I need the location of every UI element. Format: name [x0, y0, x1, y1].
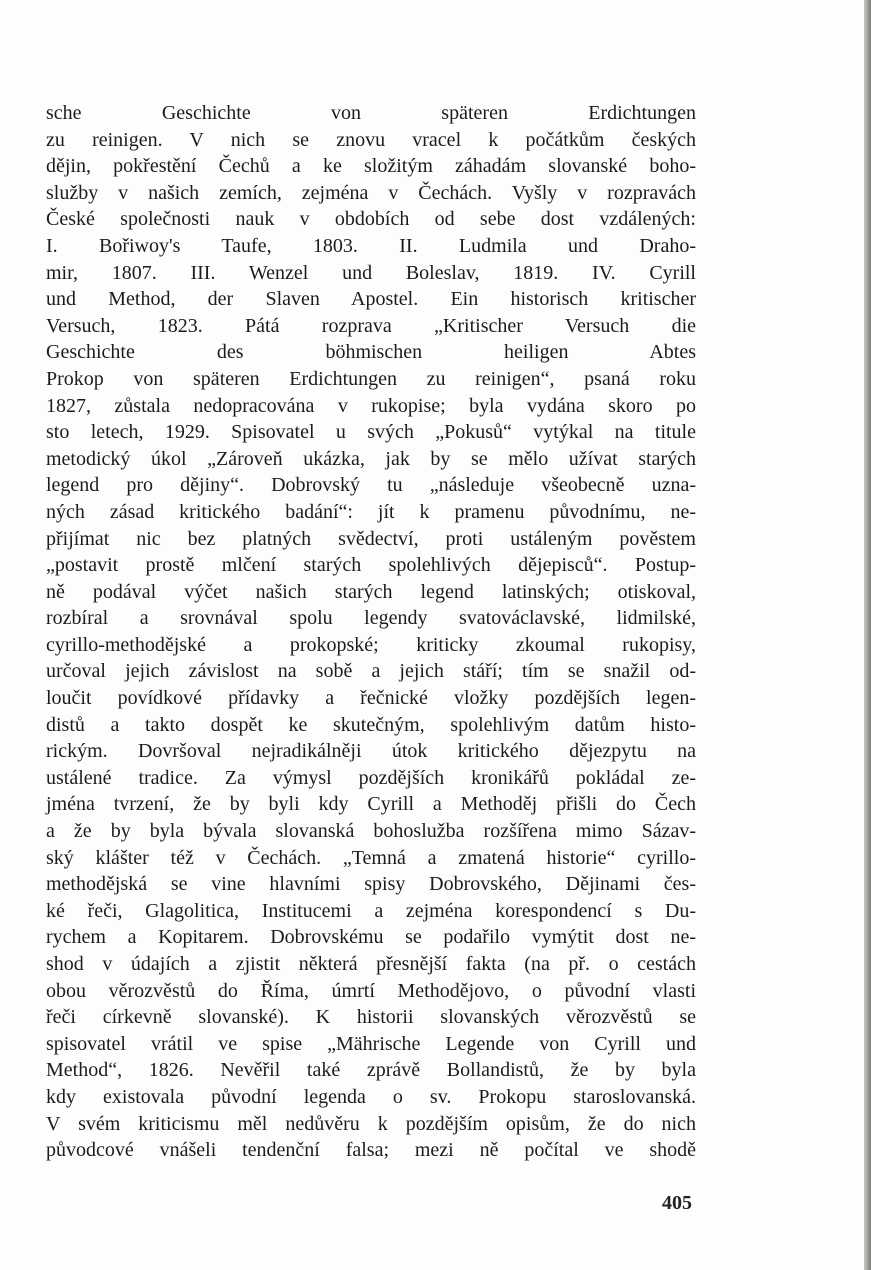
- text-line: shod v údajích a zjistit některá přesnější fakta (na př. o cestách: [46, 953, 696, 975]
- page-edge-shadow: [864, 0, 871, 1270]
- text-line: ně podával výčet našich starých legend latinských; otiskoval,: [46, 580, 696, 603]
- text-line: 1827, zůstala nedopracována v rukopise; byla vydána skoro po: [46, 394, 696, 417]
- text-line: I. Bořiwoy's Taufe, 1803. II. Ludmila und Draho-: [46, 234, 696, 257]
- text-line: Geschichte des böhmischen heiligen Abtes: [46, 341, 696, 364]
- text-line: sto letech, 1929. Spisovatel u svých „Pokusů“ vytýkal na titule: [46, 421, 696, 444]
- text-line: ustálené tradice. Za výmysl pozdějších kronikářů pokládal ze-: [46, 766, 696, 789]
- text-line: a že by byla bývala slovanská bohoslužba rozšířena mimo Sázav-: [46, 820, 696, 843]
- text-line: služby v našich zemích, zejména v Čechách. Vyšly v rozpravách: [46, 181, 696, 204]
- text-line: methodějská se vine hlavními spisy Dobrovského, Dějinami čes-: [46, 873, 696, 896]
- text-line: sche Geschichte von späteren Erdichtungen: [46, 102, 696, 124]
- page-number: 405: [662, 1192, 692, 1214]
- text-line: Versuch, 1823. Pátá rozprava „Kritischer Versuch die: [46, 314, 696, 337]
- text-line: cyrillo-methodějské a prokopské; kriticky zkoumal rukopisy,: [46, 633, 696, 656]
- text-line: „postavit prostě mlčení starých spolehlivých dějepisců“. Postup-: [46, 554, 696, 577]
- text-line: zu reinigen. V nich se znovu vracel k počátkům českých: [46, 128, 696, 151]
- text-line: V svém kriticismu měl nedůvěru k pozdějším opisům, že do nich: [46, 1112, 696, 1135]
- text-line: ský klášter též v Čechách. „Temná a zmatená historie“ cyrillo-: [46, 846, 696, 869]
- text-line: ných zásad kritického badání“: jít k pramenu původnímu, ne-: [46, 500, 696, 523]
- text-line: Prokop von späteren Erdichtungen zu reinigen“, psaná roku: [46, 367, 696, 390]
- text-line: jména tvrzení, že by byli kdy Cyrill a Methoděj přišli do Čech: [46, 793, 696, 816]
- text-line: určoval jejich závislost na sobě a jejich stáří; tím se snažil od-: [46, 660, 696, 683]
- text-line: rickým. Dovršoval nejradikálněji útok kritického dějezpytu na: [46, 740, 696, 763]
- text-line: rozbíral a srovnával spolu legendy svatováclavské, lidmilské,: [46, 607, 696, 630]
- text-line: mir, 1807. III. Wenzel und Boleslav, 1819. IV. Cyrill: [46, 261, 696, 284]
- text-line: legend pro dějiny“. Dobrovský tu „následuje všeobecně uzna-: [46, 474, 696, 497]
- text-line: přijímat nic bez platných svědectví, proti ustáleným pověstem: [46, 527, 696, 550]
- text-line: rychem a Kopitarem. Dobrovskému se podařilo vymýtit dost ne-: [46, 926, 696, 949]
- text-line: distů a takto dospět ke skutečným, spolehlivým datům histo-: [46, 713, 696, 736]
- text-line: kdy existovala původní legenda o sv. Prokopu staroslovanská.: [46, 1085, 696, 1108]
- text-line: řeči církevně slovanské). K historii slovanských věrozvěstů se: [46, 1006, 696, 1029]
- text-line: obou věrozvěstů do Říma, úmrtí Methodějovo, o původní vlasti: [46, 979, 696, 1002]
- text-line: původcové vnášeli tendenční falsa; mezi ně počítal ve shodě: [46, 1139, 696, 1162]
- text-line: Method“, 1826. Nevěřil také zprávě Bollandistů, že by byla: [46, 1059, 696, 1082]
- body-text: [46, 100, 696, 1164]
- text-line: loučit povídkové přídavky a řečnické vložky pozdějších legen-: [46, 687, 696, 710]
- text-line: dějin, pokřestění Čechů a ke složitým záhadám slovanské boho-: [46, 155, 696, 178]
- text-line: spisovatel vrátil ve spise „Mährische Legende von Cyrill und: [46, 1032, 696, 1055]
- text-line: metodický úkol „Zároveň ukázka, jak by se mělo užívat starých: [46, 447, 696, 470]
- text-line: und Method, der Slaven Apostel. Ein historisch kritischer: [46, 288, 696, 311]
- text-line: ké řeči, Glagolitica, Institucemi a zejména korespondencí s Du-: [46, 899, 696, 922]
- text-line: České společnosti nauk v obdobích od sebe dost vzdálených:: [46, 208, 696, 231]
